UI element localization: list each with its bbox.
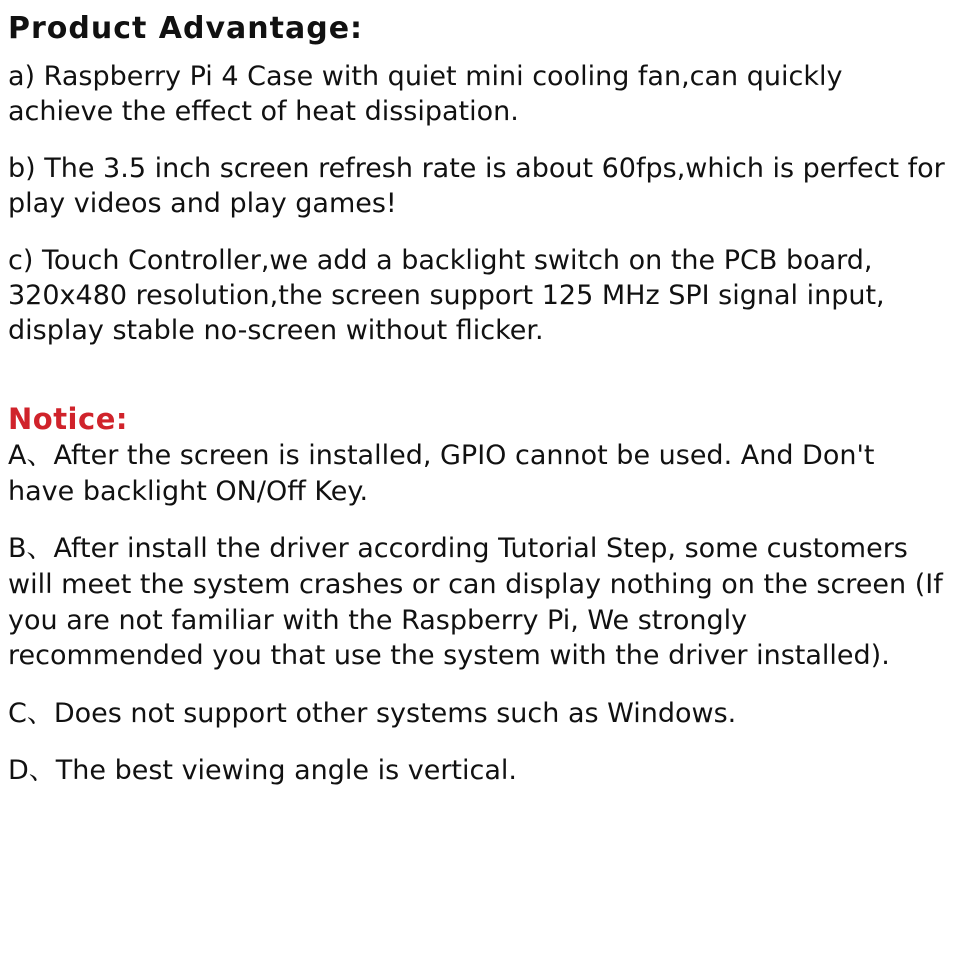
notice-item-a: A、After the screen is installed, GPIO cannot be used. And Don't have backlight ON/Off Key. bbox=[8, 440, 875, 507]
product-advantage-heading: Product Advantage: bbox=[8, 11, 364, 46]
advantage-item-c: c) Touch Controller,we add a backlight switch on the PCB board, 320x480 resolution,the screen support 125 MHz SPI signal input, display stable no-screen without flicker. bbox=[8, 244, 885, 347]
section-divider bbox=[8, 368, 947, 374]
advantage-item-a: a) Raspberry Pi 4 Case with quiet mini cooling fan,can quickly achieve the effect of heat dissipation. bbox=[8, 60, 843, 127]
notice-heading: Notice: bbox=[8, 402, 128, 437]
notice-item-c: C、Does not support other systems such as Windows. bbox=[8, 697, 737, 729]
notice-item-b: B、After install the driver according Tutorial Step, some customers will meet the system crashes or can display nothing on the screen (If you are not familiar with the Raspberry Pi, We strongly recommended you that use the system with the driver installed). bbox=[8, 533, 943, 672]
advantage-item-b: b) The 3.5 inch screen refresh rate is about 60fps,which is perfect for play videos and play games! bbox=[8, 152, 945, 219]
notice-item-d: D、The best viewing angle is vertical. bbox=[8, 755, 517, 787]
